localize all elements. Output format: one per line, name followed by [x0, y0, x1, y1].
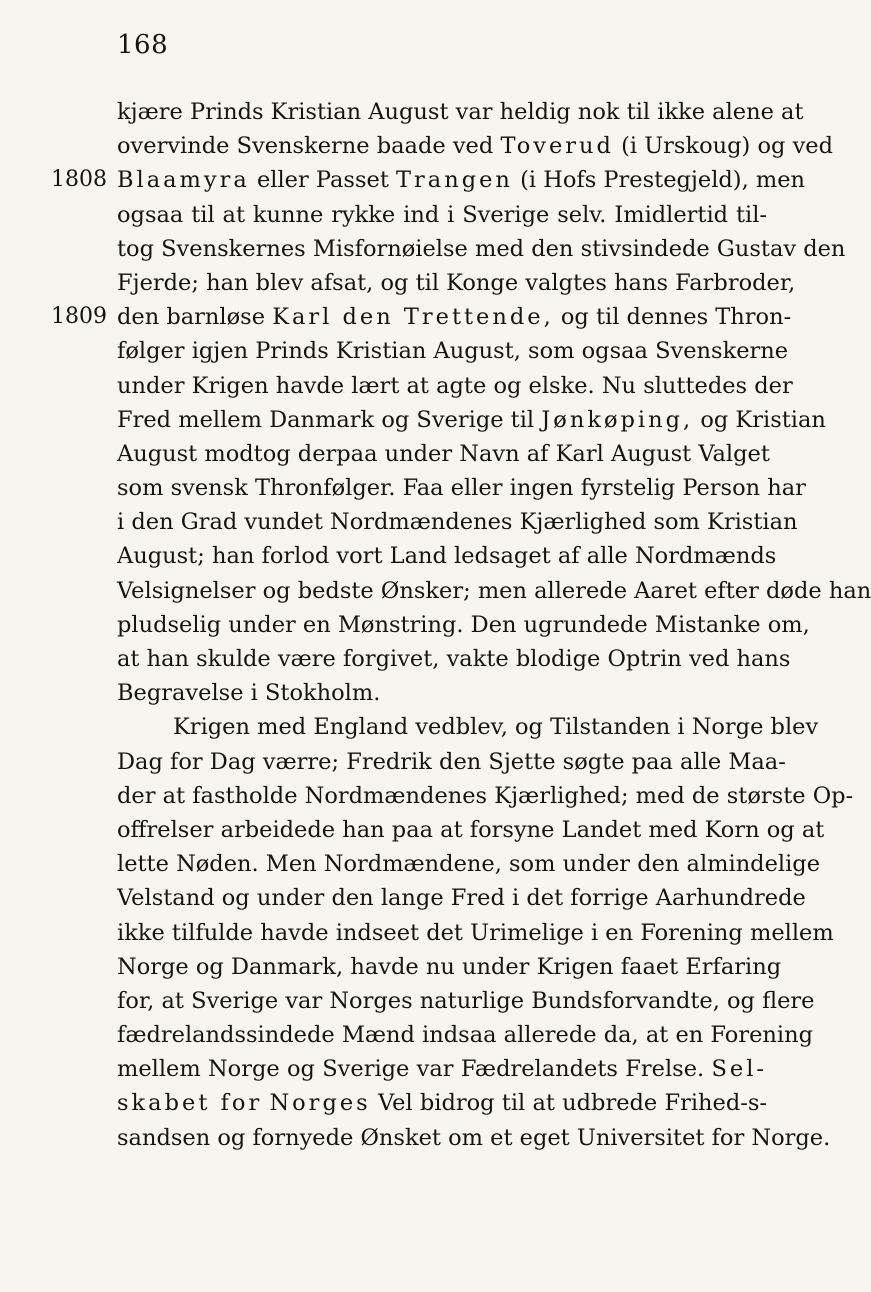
text-line: Begravelse i Stokholm.: [117, 680, 381, 707]
spaced-name: Karl den Trettende,: [272, 304, 554, 331]
text-line: tog Svenskernes Misfornøielse med den stivsindede Gustav den: [117, 235, 846, 262]
margin-year: 1808: [51, 167, 107, 193]
text-line: pludselig under en Mønstring. Den ugrundede Mistanke om,: [117, 611, 810, 638]
text-line: overvinde Svenskerne baade ved Toverud (i Urskoug) og ved: [117, 133, 834, 160]
text-line: Dag for Dag værre; Fredrik den Sjette søgte paa alle Maa-: [117, 748, 786, 775]
text-line: 1809 den barnløse Karl den Trettende, og til dennes Thron-: [117, 300, 767, 334]
text-line: Velsignelser og bedste Ønsker; men allerede Aaret efter døde han: [117, 577, 871, 604]
spaced-name: Sel-: [711, 1056, 768, 1083]
text-line: Fred mellem Danmark og Sverige til Jønkøping, og Kristian: [117, 406, 826, 433]
text-line: lette Nøden. Men Nordmændene, som under den almindelige: [117, 851, 821, 878]
text-line: 1808 Blaamyra eller Passet Trangen (i Hofs Prestegjeld), men: [117, 163, 767, 197]
text-line: at han skulde være forgivet, vakte blodige Optrin ved hans: [117, 646, 791, 672]
text-line: Velstand og under den lange Fred i det forrige Aarhundrede: [117, 885, 806, 912]
body-text: [51, 95, 871, 1155]
spaced-name: Toverud: [500, 133, 614, 160]
text-line: ikke tilfulde havde indseet det Urimelige i en Forening mellem: [117, 919, 834, 946]
text-line: under Krigen havde lært at agte og elske. Nu sluttedes der: [117, 372, 793, 399]
text-line: Norge og Danmark, havde nu under Krigen faaet Erfaring: [117, 953, 782, 980]
spaced-name: Blaamyra: [117, 167, 250, 194]
text-line: ogsaa til at kunne rykke ind i Sverige selv. Imidlertid til-: [117, 201, 767, 228]
margin-year: 1809: [51, 304, 107, 330]
text-line: mellem Norge og Sverige var Fædrelandets Frelse. Sel-: [117, 1056, 768, 1083]
text-line: skabet for Norges Vel bidrog til at udbrede Frihed-s-: [117, 1090, 767, 1117]
text-line: fædrelandssindede Mænd indsaa allerede da, at en Forening: [117, 1022, 814, 1049]
spaced-name: skabet for: [117, 1090, 263, 1117]
text-line: August modtog derpaa under Navn af Karl August Valget: [117, 440, 770, 467]
page-number: 168: [117, 30, 169, 60]
text-line: for, at Sverige var Norges naturlige Bundsforvandte, og flere: [117, 987, 815, 1014]
text-line: sandsen og fornyede Ønsket om et eget Universitet for Norge.: [117, 1124, 831, 1151]
text-line: følger igjen Prinds Kristian August, som ogsaa Svenskerne: [117, 338, 789, 365]
text-line: Krigen med England vedblev, og Tilstanden i Norge blev: [173, 714, 819, 741]
text-line: offrelser arbeidede han paa at forsyne Landet med Korn og at: [117, 816, 825, 843]
text-line: kjære Prinds Kristian August var heldig nok til ikke alene at: [117, 99, 804, 125]
text-line: Fjerde; han blev afsat, og til Konge valgtes hans Farbroder,: [117, 269, 796, 296]
spaced-name: Norges: [269, 1090, 371, 1117]
text-line: som svensk Thronfølger. Faa eller ingen fyrstelig Person har: [117, 475, 806, 502]
spaced-name: Trangen: [396, 167, 513, 194]
text-line: i den Grad vundet Nordmændenes Kjærlighed som Kristian: [117, 509, 798, 536]
text-line: August; han forlod vort Land ledsaget af alle Nordmænds: [117, 543, 777, 570]
spaced-name: Jønkøping,: [541, 406, 694, 433]
text-line: der at fastholde Nordmændenes Kjærlighed; med de største Op-: [117, 782, 854, 809]
